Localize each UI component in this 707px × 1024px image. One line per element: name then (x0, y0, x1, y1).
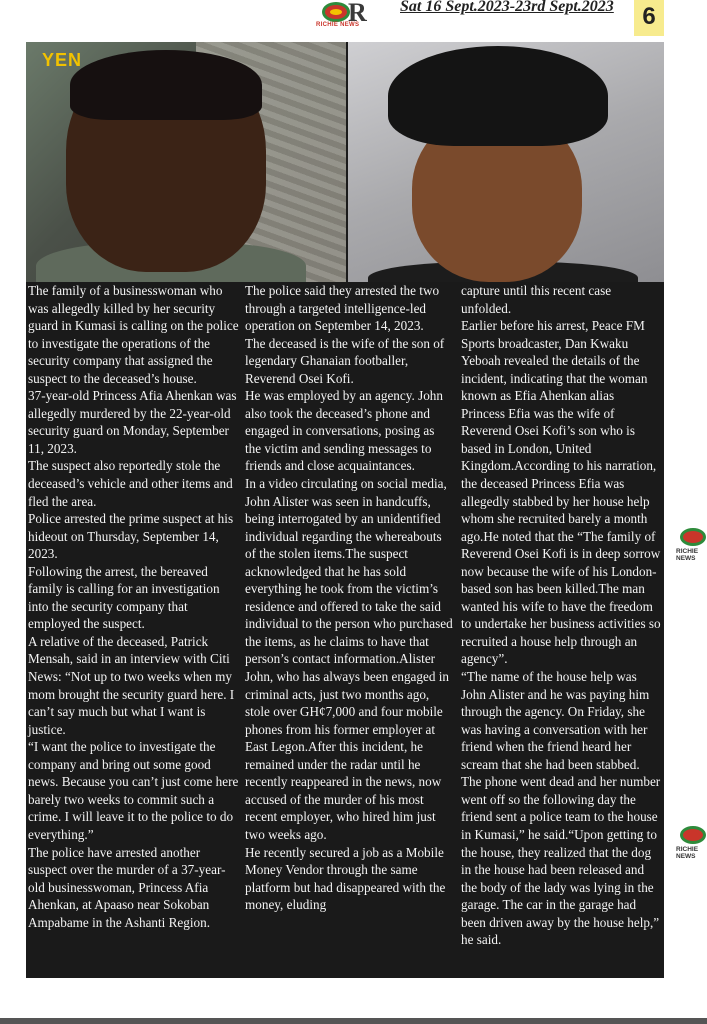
paragraph: Police arrested the prime suspect at his hideout on Thursday, September 14, 2023. (28, 511, 234, 562)
paragraph: capture until this recent case unfolded. (461, 283, 612, 316)
paragraph: In a video circulating on social media, John Alister was seen in handcuffs, being interrogated by an unidentified individual regarding the whereabouts of the stolen items.The suspect acknowledged that he has sold everything he took from the victim’s residence and offered to take the said individual to the person who purchased the items, as he claims to have that person’s contact information.Alister John, who has always been engaged in criminal acts, just two months ago, stole over GH¢7,000 and four mobile phones from his former employer at East Legon.After this incident, he remained under the radar until he recently reappeared in the news, now accused of the murder of his most recent employer, who hired him just two weeks ago. (245, 476, 453, 842)
paragraph: He recently secured a job as a Mobile Money Vendor through the same platform but had disappeared with the money, eluding (245, 844, 446, 913)
paragraph: He was employed by an agency. John also took the deceased’s phone and engaged in conversations, posing as the victim and sending messages to friends and close acquaintances. (245, 388, 443, 474)
bottom-bar (0, 1018, 707, 1024)
paragraph: The suspect also reportedly stole the deceased’s vehicle and other items and fled the area. (28, 458, 233, 509)
logo-ring-icon (680, 528, 706, 546)
article-column-3 (461, 282, 661, 949)
logo-ring-icon (680, 826, 706, 844)
logo-ring-icon (322, 2, 350, 22)
paragraph: “I want the police to investigate the company and bring out some good news. Because you can’t just come here barely two weeks to commit such a crime. I will leave it to the police to do everything.” (28, 739, 239, 842)
paragraph: Following the arrest, the bereaved family is calling for an investigation into the security company that employed the suspect. (28, 563, 220, 632)
richie-news-logo (316, 0, 368, 32)
side-logo-text: RICHIE NEWS (676, 846, 699, 860)
page-number: 6 (634, 0, 664, 36)
paragraph: 37-year-old Princess Afia Ahenkan was allegedly murdered by the 22-year-old security guard on Monday, September 11, 2023. (28, 388, 237, 456)
masthead (0, 0, 707, 36)
issue-date: Sat 16 Sept.2023-23rd Sept.2023 (400, 0, 614, 15)
paragraph: The family of a businesswoman who was allegedly killed by her security guard in Kumasi is calling on the police to investigate the operations of the security company that assigned the suspect to the deceased’s house. (28, 283, 239, 386)
side-logo-text: RICHIE NEWS (676, 548, 699, 562)
paragraph: Earlier before his arrest, Peace FM Sports broadcaster, Dan Kwaku Yeboah revealed the details of the incident, indicating that the woman known as Efia Ahenkan alias Princess Efia was the wife of Reverend Osei Kofi’s son who is based in London, United Kingdom.According to his narration, the deceased Princess Efia was allegedly stabbed by her house help whom she recruited barely a month ago.He noted that the “The family of Reverend Osei Kofi is in deep sorrow now because the wife of his London-based son has been killed.The man wanted his wife to have the freedom to undertake her business activities so recruited a house help through an agency”. (461, 318, 661, 667)
paragraph: The police have arrested another suspect over the murder of a 37-year-old businesswoman, Princess Afia Ahenkan, at Apaaso near Sokoban Ampabame in the Ashanti Region. (28, 844, 226, 930)
article-column-1 (28, 282, 240, 931)
article-photo (26, 42, 664, 282)
paragraph: “The name of the house help was John Alister and he was paying him through the agency. On Friday, she was having a conversation with her friend when the friend heard her scream that she had been stabbed. The phone went dead and her number went off so the following day the friend sent a police team to the house in Kumasi,” he said.“Upon getting to the house, they realized that the dog in the house had been released and the body of the lady was lying in the garage. The car in the garage had been driven away by the house help,” he said. (461, 669, 661, 948)
side-logo (676, 528, 707, 564)
side-logo (676, 826, 707, 862)
article-column-2 (245, 282, 453, 914)
logo-r-icon: R (348, 0, 367, 27)
photo-watermark: YEN (42, 50, 83, 70)
victim-photo (348, 42, 664, 282)
paragraph: The deceased is the wife of the son of legendary Ghanaian footballer, Reverend Osei Kofi. (245, 335, 445, 386)
suspect-photo (26, 42, 346, 282)
article-body (26, 282, 664, 978)
paragraph: The police said they arrested the two through a targeted intelligence-led operation on September 14, 2023. (245, 283, 440, 334)
paragraph: A relative of the deceased, Patrick Mensah, said in an interview with Citi News: “Not up to two weeks when my mom brought the security guard here. I can’t say much but what I want is justice. (28, 633, 235, 737)
logo-text: RICHIE NEWS (316, 22, 360, 28)
